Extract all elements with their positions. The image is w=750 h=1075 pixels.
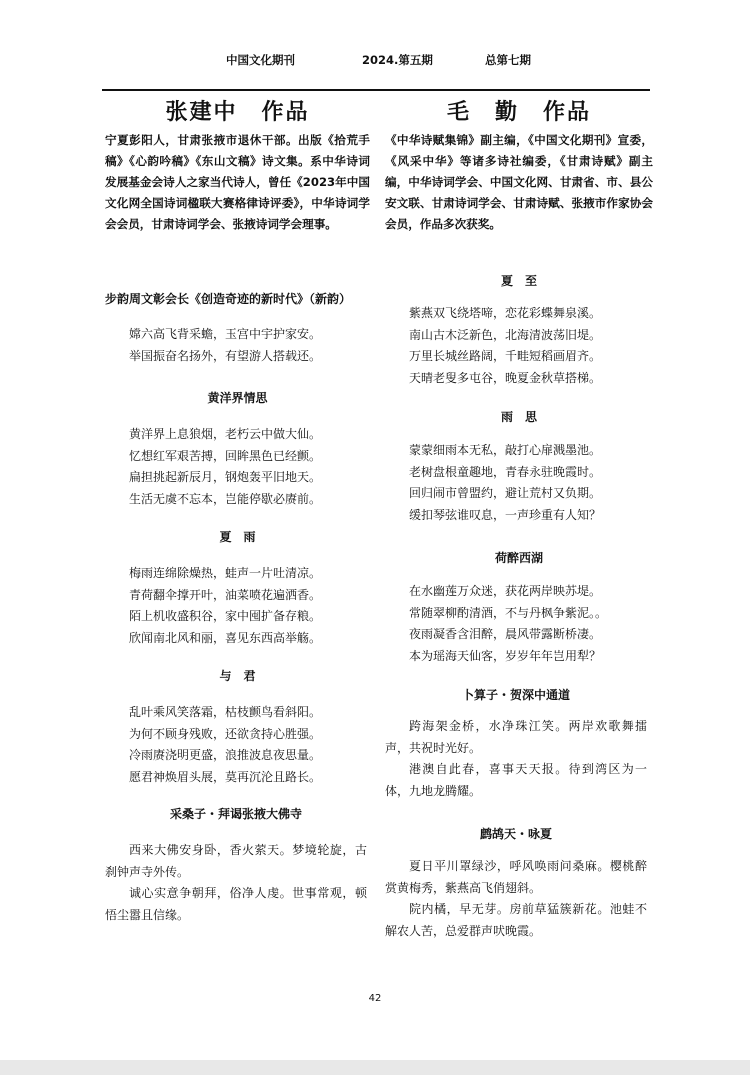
poem-line: 在水幽莲万众迷，获花两岸映苏堤。 — [409, 584, 602, 598]
poem-stanza: 院内橘，早无芽。房前草猛簇新花。池蛙不解农人苦，总爱群声吠晚霞。 — [385, 902, 647, 938]
poem-line: 欣闻南北风和丽，喜见东西高举觞。 — [129, 630, 322, 645]
right-poem-4 — [385, 686, 647, 802]
right-poem-1 — [385, 272, 653, 389]
total-issue: 总第七期 — [485, 53, 531, 67]
poem-title: 卜算子・贺深中通道 — [461, 688, 570, 702]
poem-title: 与 君 — [219, 669, 256, 683]
poem-line: 缓扣琴弦谁叹息，一声珍重有人知？ — [409, 507, 602, 522]
right-poem-2 — [385, 408, 653, 526]
poem-line: 扁担挑起新辰月，钢炮轰平旧地天。 — [129, 470, 322, 484]
poem-line: 蒙蒙细雨本无私，敲打心扉溅墨池。 — [409, 443, 602, 457]
poem-stanza: 西来大佛安身卧，香火萦天。梦境轮旋，古刹钟声寺外传。 — [105, 843, 367, 879]
poem-line: 常随翠柳酌清酒，不与丹枫争紫泥。。 — [409, 605, 608, 620]
left-poem-3 — [105, 528, 370, 649]
poem-line: 青荷翻伞撑开叶，油菜喷花遍洒香。 — [129, 587, 322, 602]
left-author-bio: 宁夏彭阳人，甘肃张掖市退休干部。出版《拾荒手稿》《心韵吟稿》《东山文稿》诗文集。系中华诗词发展基金会诗人之家当代诗人，曾任《2023年中国文化网全国诗词楹联大赛格律诗评委》，中华诗词学会会员，甘肃诗词学会、张掖诗词学会理事。 — [105, 133, 370, 231]
right-author-bio: 《中华诗赋集锦》副主编，《中国文化期刊》宣委，《风采中华》等诸多诗社编委，《甘肃诗赋》副主编，中华诗词学会、中国文化网、甘肃省、市、县公安文联、甘肃诗词学会、甘肃诗赋、张掖市作家协会会员，作品多次获奖。 — [385, 133, 653, 231]
poem-title: 鹧鸪天・咏夏 — [479, 827, 552, 841]
poem-line: 回归闹市曾盟约，避让荒村又负期。 — [409, 486, 602, 500]
poem-title: 夏 雨 — [219, 530, 256, 544]
journal-name: 中国文化期刊 — [226, 53, 295, 67]
poem-line: 生活无虞不忘本，岂能停歇必赓前。 — [129, 491, 322, 506]
poem-title: 黄洋界情思 — [207, 391, 268, 405]
poem-line: 举国振奋名扬外，有望游人搭载还。 — [129, 348, 322, 363]
poem-stanza: 夏日平川罩绿沙，呼风唤雨问桑麻。樱桃醉赏黄梅秀，紫燕高飞俏翅斜。 — [385, 859, 647, 895]
poem-line: 愿君神焕眉头展，莫再沉沦且路长。 — [129, 769, 322, 784]
left-poem-4 — [105, 667, 370, 788]
left-column — [105, 98, 370, 922]
poem-line: 老树盘根童趣地，青春永驻晚霞时。 — [409, 464, 602, 479]
poem-line: 本为瑶海天仙客，岁岁年年岂用犁？ — [409, 648, 602, 663]
left-author-title: 张建中 作品 — [165, 99, 310, 125]
right-poem-5 — [385, 825, 647, 942]
poem-stanza: 诚心实意争朝拜，俗净人虔。世事常观，顿悟尘嚣且信缘。 — [105, 886, 367, 922]
poem-line: 忆想红军艰苦搏，回眸黑色已经颤。 — [129, 448, 322, 463]
poem-stanza: 港澳自此春，喜事天天报。待到湾区为一体，九地龙腾耀。 — [385, 762, 647, 798]
issue-number: 2024.第五期 — [362, 53, 433, 67]
left-poem-2 — [105, 389, 370, 510]
poem-line: 嫦六高飞背采蟾，玉宫中宇护家安。 — [129, 327, 322, 341]
poem-line: 为何不顾身残败，还欲贪持心胜强。 — [129, 726, 322, 741]
poem-title: 雨 思 — [500, 410, 537, 424]
poem-line: 乱叶乘风笑落霜，枯枝颤鸟看斜阳。 — [129, 705, 322, 719]
poem-line: 紫燕双飞绕塔啼，恋花彩蝶舞泉溪。 — [409, 306, 602, 320]
poem-stanza: 跨海架金桥，水净珠江笑。两岸欢歌舞擂声，共祝时光好。 — [385, 719, 647, 755]
poem-line: 梅雨连绵除燥热，蛙声一片吐清凉。 — [129, 566, 322, 580]
poem-title: 荷醉西湖 — [494, 551, 543, 565]
poem-line: 南山古木泛新色，北海清波荡旧堤。 — [409, 327, 602, 342]
right-author-title: 毛 勤 作品 — [446, 99, 591, 125]
poem-line: 万里长城丝路阔，千畦短稻画眉齐。 — [409, 349, 602, 363]
right-column — [385, 98, 653, 938]
poem-title: 采桑子・拜谒张掖大佛寺 — [169, 807, 302, 821]
poem-line: 陌上机收盛积谷，家中囤扩备存粮。 — [129, 609, 322, 623]
poem-line: 黄洋界上息狼烟，老朽云中做大仙。 — [129, 427, 322, 441]
poem-title: 夏 至 — [500, 274, 537, 288]
poem-line: 天晴老叟多屯谷，晚夏金秋草搭梯。 — [409, 370, 602, 385]
poem-line: 冷雨赓浇明更盛，浪推波息夜思量。 — [129, 748, 322, 762]
left-poem-1 — [105, 290, 375, 367]
left-poem-5 — [105, 805, 367, 926]
poem-title: 步韵周文彰会长《创造奇迹的新时代》（新韵） — [105, 292, 352, 306]
right-poem-3 — [385, 549, 653, 667]
header-rule — [102, 89, 650, 91]
poem-line: 夜雨凝香含泪醉，晨风带露断桥凄。 — [409, 627, 602, 641]
page-number: 42 — [368, 993, 382, 1004]
